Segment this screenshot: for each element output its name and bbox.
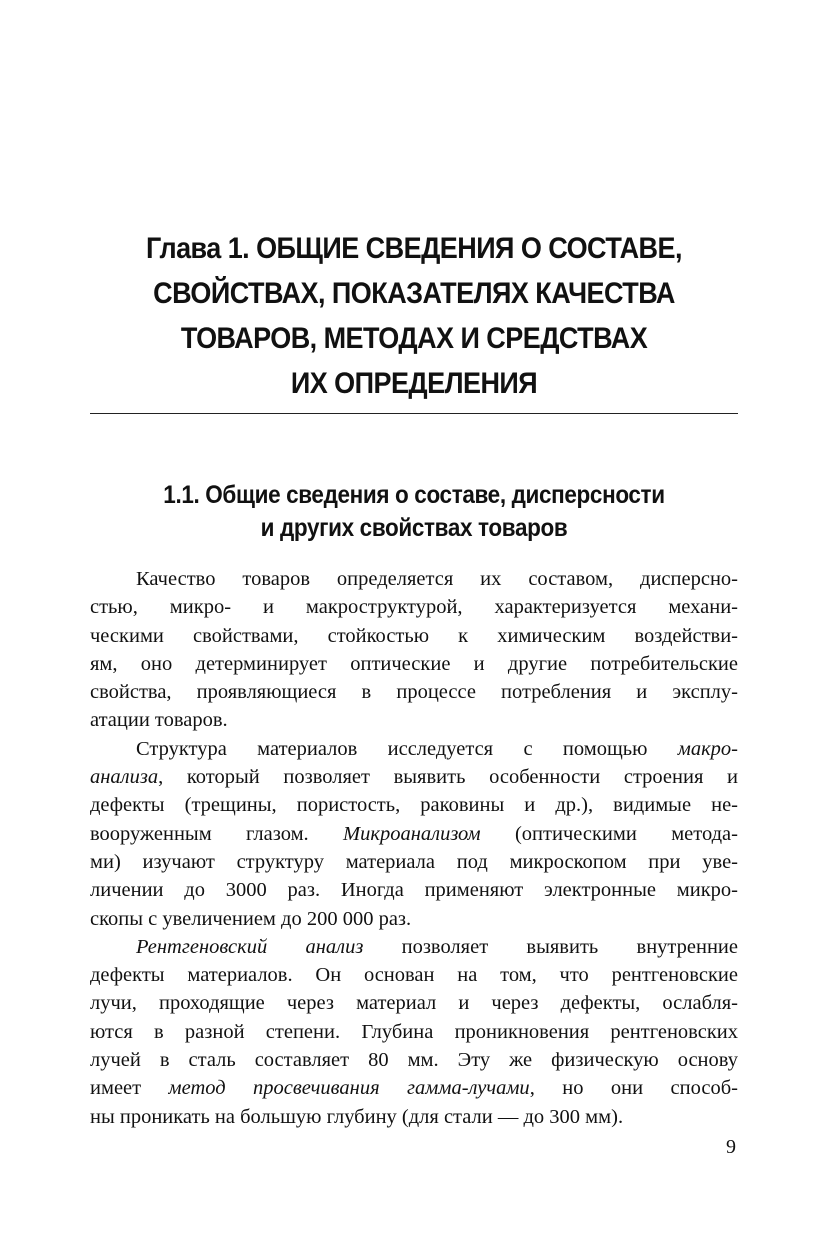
paragraph [90, 933, 738, 1131]
text-line [90, 961, 738, 989]
text-line [90, 1074, 738, 1102]
italic-term: анализа [90, 766, 159, 789]
text-run: лучей в сталь составляет 80 мм. Эту же физическую основу [90, 1049, 738, 1072]
text-line [90, 706, 738, 734]
text-run: ются в разной степени. Глубина проникновения рентгеновских [90, 1020, 738, 1043]
text-run: дефекты материалов. Он основан на том, что рентгеновские [90, 964, 738, 987]
italic-term: метод просвечивания гамма-лучами [168, 1077, 530, 1100]
chapter-title-line: СВОЙСТВАХ, ПОКАЗАТЕЛЯХ КАЧЕСТВА [153, 277, 675, 310]
text-run: дефекты (трещины, пористость, раковины и др.), видимые не- [90, 794, 738, 817]
text-run: (оптическими метода- [480, 822, 738, 845]
text-run: ны проникать на большую глубину (для стали — до 300 мм). [90, 1105, 624, 1128]
text-run: стью, микро- и макроструктурой, характеризуется механи- [90, 596, 738, 619]
text-run: ям, оно детерминирует оптические и другие потребительские [90, 652, 738, 675]
text-line [90, 791, 738, 819]
chapter-divider [90, 413, 738, 414]
text-run: вооруженным глазом. [90, 822, 344, 845]
text-run: скопы с увеличением до 200 000 раз. [90, 907, 412, 930]
chapter-title-line: Глава 1. ОБЩИЕ СВЕДЕНИЯ О СОСТАВЕ, [146, 232, 682, 265]
text-line [90, 1103, 738, 1131]
text-line [90, 622, 738, 650]
section-title [122, 479, 705, 545]
text-run: Структура материалов исследуется с помощью [136, 737, 678, 760]
italic-term: Микроанализом [343, 822, 481, 845]
paragraph [90, 565, 738, 735]
section-title-line: 1.1. Общие сведения о составе, дисперсности [163, 481, 665, 509]
text-run: ми) изучают структуру материала под микроскопом при уве- [90, 850, 738, 873]
text-run: , но они способ- [529, 1077, 738, 1100]
text-line [90, 565, 738, 593]
text-line [90, 989, 738, 1017]
body-text [90, 565, 738, 1131]
text-run: ческими свойствами, стойкостью к химическим воздействи- [90, 624, 738, 647]
paragraph [90, 735, 738, 933]
chapter-title-line: ИХ ОПРЕДЕЛЕНИЯ [290, 367, 538, 400]
text-line [90, 678, 738, 706]
text-line [90, 650, 738, 678]
text-line [90, 593, 738, 621]
italic-term: Рентгеновский анализ [136, 935, 364, 958]
text-run: Качество товаров определяется их составом, дисперсно- [136, 568, 738, 590]
text-line [90, 905, 738, 933]
text-line [90, 820, 738, 848]
text-run: свойства, проявляющиеся в процессе потребления и эксплу- [90, 681, 738, 704]
text-line [90, 1046, 738, 1074]
chapter-title [122, 226, 705, 406]
text-run: , который позволяет выявить особенности строения и [158, 766, 738, 789]
text-run: позволяет выявить внутренние [363, 935, 739, 958]
chapter-title-line: ТОВАРОВ, МЕТОДАХ И СРЕДСТВАХ [180, 322, 648, 355]
text-line [90, 933, 738, 961]
text-run: личении до 3000 раз. Иногда применяют электронные микро- [90, 879, 738, 902]
text-line [90, 763, 738, 791]
text-run: имеет [90, 1077, 169, 1100]
italic-term: макро- [677, 737, 738, 760]
text-run: лучи, проходящие через материал и через дефекты, ослабля- [90, 992, 738, 1015]
text-line [90, 876, 738, 904]
section-title-line: и других свойствах товаров [260, 514, 568, 542]
text-line [90, 848, 738, 876]
page-number: 9 [726, 1136, 736, 1158]
text-run: атации товаров. [90, 709, 228, 732]
text-line [90, 1018, 738, 1046]
text-line [90, 735, 738, 763]
